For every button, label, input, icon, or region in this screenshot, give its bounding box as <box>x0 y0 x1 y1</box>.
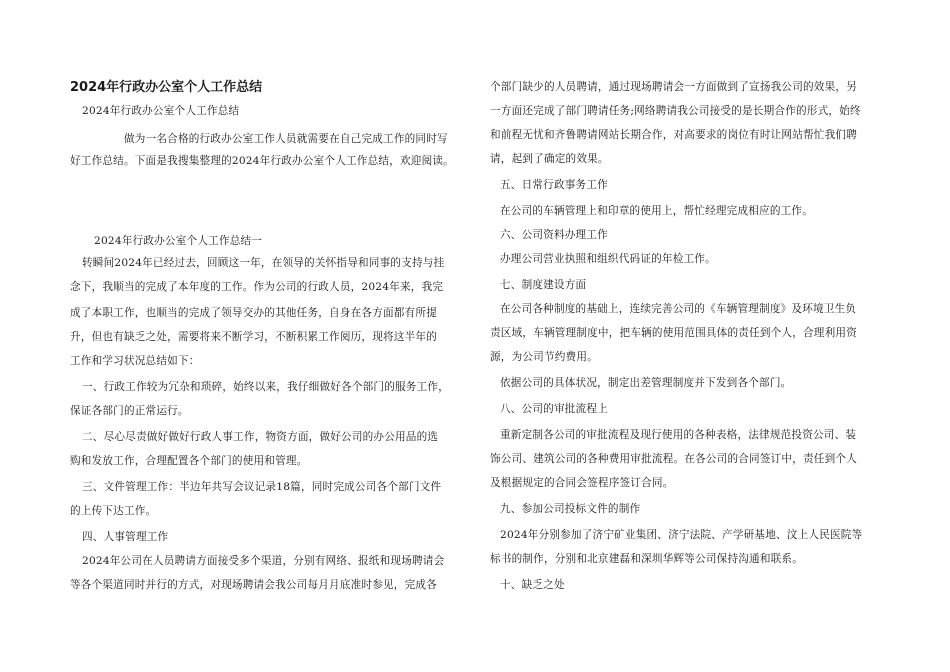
subtitle: 2024年行政办公室个人工作总结 <box>82 105 240 117</box>
paragraph-line: 2024年分别参加了济宁矿业集团、济宁法院、产学研基地、汶上人民医院等 <box>500 529 863 541</box>
paragraph-line: 依据公司的具体状况，制定出差管理制度并下发到各个部门。 <box>500 377 792 389</box>
paragraph-line: 一方面还完成了部门聘请任务;网络聘请我公司接受的是长期合作的形式，始终 <box>490 105 861 117</box>
paragraph-line: 和前程无忧和齐鲁聘请网站长期合作，对高要求的岗位有时让网站帮忙我们聘 <box>490 129 857 141</box>
document-title: 2024年行政办公室个人工作总结 <box>70 80 263 95</box>
paragraph-line: 办理公司营业执照和组织代码证的年检工作。 <box>500 253 716 265</box>
paragraph-line: 及根据规定的合同会签程序签订合同。 <box>490 477 674 489</box>
paragraph-line: 念下，我顺当的完成了本年度的工作。作为公司的行政人员，2024年来，我完 <box>70 281 444 293</box>
paragraph-line: 的上传下达工作。 <box>70 505 157 517</box>
paragraph-line: 在公司的车辆管理上和印章的使用上，帮忙经理完成相应的工作。 <box>500 205 814 217</box>
paragraph-line: 升，但也有缺乏之处，需要将来不断学习，不断积累工作阅历，现将这半年的 <box>70 331 437 343</box>
intro-line-1: 做为一名合格的行政办公室工作人员就需要在自己完成工作的同时写 <box>124 133 448 145</box>
section-heading: 2024年行政办公室个人工作总结一 <box>94 235 263 247</box>
paragraph-line: 五、日常行政事务工作 <box>500 179 608 191</box>
paragraph-line: 七、制度建设方面 <box>500 279 587 291</box>
paragraph-line: 成了本职工作，也顺当的完成了领导交办的其他任务，自身在各方面都有所提 <box>70 307 437 319</box>
paragraph-line: 三、文件管理工作：半边年共写会议记录18篇，同时完成公司各个部门文件 <box>82 481 442 493</box>
paragraph-line: 2024年公司在人员聘请方面接受多个渠道，分别有网络、报纸和现场聘请会 <box>82 555 445 567</box>
intro-line-2: 好工作总结。下面是我搜集整理的2024年行政办公室个人工作总结，欢迎阅读。 <box>70 155 454 167</box>
paragraph-line: 购和发放工作，合理配置各个部门的使用和管理。 <box>70 455 308 467</box>
paragraph-line: 一、行政工作较为冗杂和琐碎，始终以来，我仔细做好各个部门的服务工作， <box>82 381 449 393</box>
paragraph-line: 转瞬间2024年已经过去，回顾这一年，在领导的关怀指导和同事的支持与挂 <box>82 257 445 269</box>
paragraph-line: 六、公司资料办理工作 <box>500 229 608 241</box>
paragraph-line: 饰公司、建筑公司的各种费用审批流程。在各公司的合同签订中，责任到个人 <box>490 453 857 465</box>
paragraph-line: 重新定制各公司的审批流程及现行使用的各种表格，法律规范投资公司、装 <box>500 429 857 441</box>
paragraph-line: 十、缺乏之处 <box>500 579 565 591</box>
paragraph-line: 保证各部门的正常运行。 <box>70 405 189 417</box>
paragraph-line: 源，为公司节约费用。 <box>490 351 598 363</box>
paragraph-line: 个部门缺少的人员聘请，通过现场聘请会一方面做到了宣扬我公司的效果，另 <box>490 81 857 93</box>
paragraph-line: 工作和学习状况总结如下： <box>70 355 200 367</box>
paragraph-line: 二、尽心尽责做好做好行政人事工作，物资方面，做好公司的办公用品的选 <box>82 431 439 443</box>
paragraph-line: 请，起到了确定的效果。 <box>490 153 609 165</box>
paragraph-line: 等各个渠道同时并行的方式，对现场聘请会我公司每月月底准时参见，完成各 <box>70 579 437 591</box>
paragraph-line: 四、人事管理工作 <box>82 531 169 543</box>
paragraph-line: 八、公司的审批流程上 <box>500 403 608 415</box>
paragraph-line: 九、参加公司投标文件的制作 <box>500 503 641 515</box>
paragraph-line: 标书的制作，分别和北京建磊和深圳华辉等公司保持沟通和联系。 <box>490 553 804 565</box>
paragraph-line: 责区域，车辆管理制度中，把车辆的使用范围具体的责任到个人，合理利用资 <box>490 327 857 339</box>
paragraph-line: 在公司各种制度的基础上，连续完善公司的《车辆管理制度》及环境卫生负 <box>500 303 857 315</box>
